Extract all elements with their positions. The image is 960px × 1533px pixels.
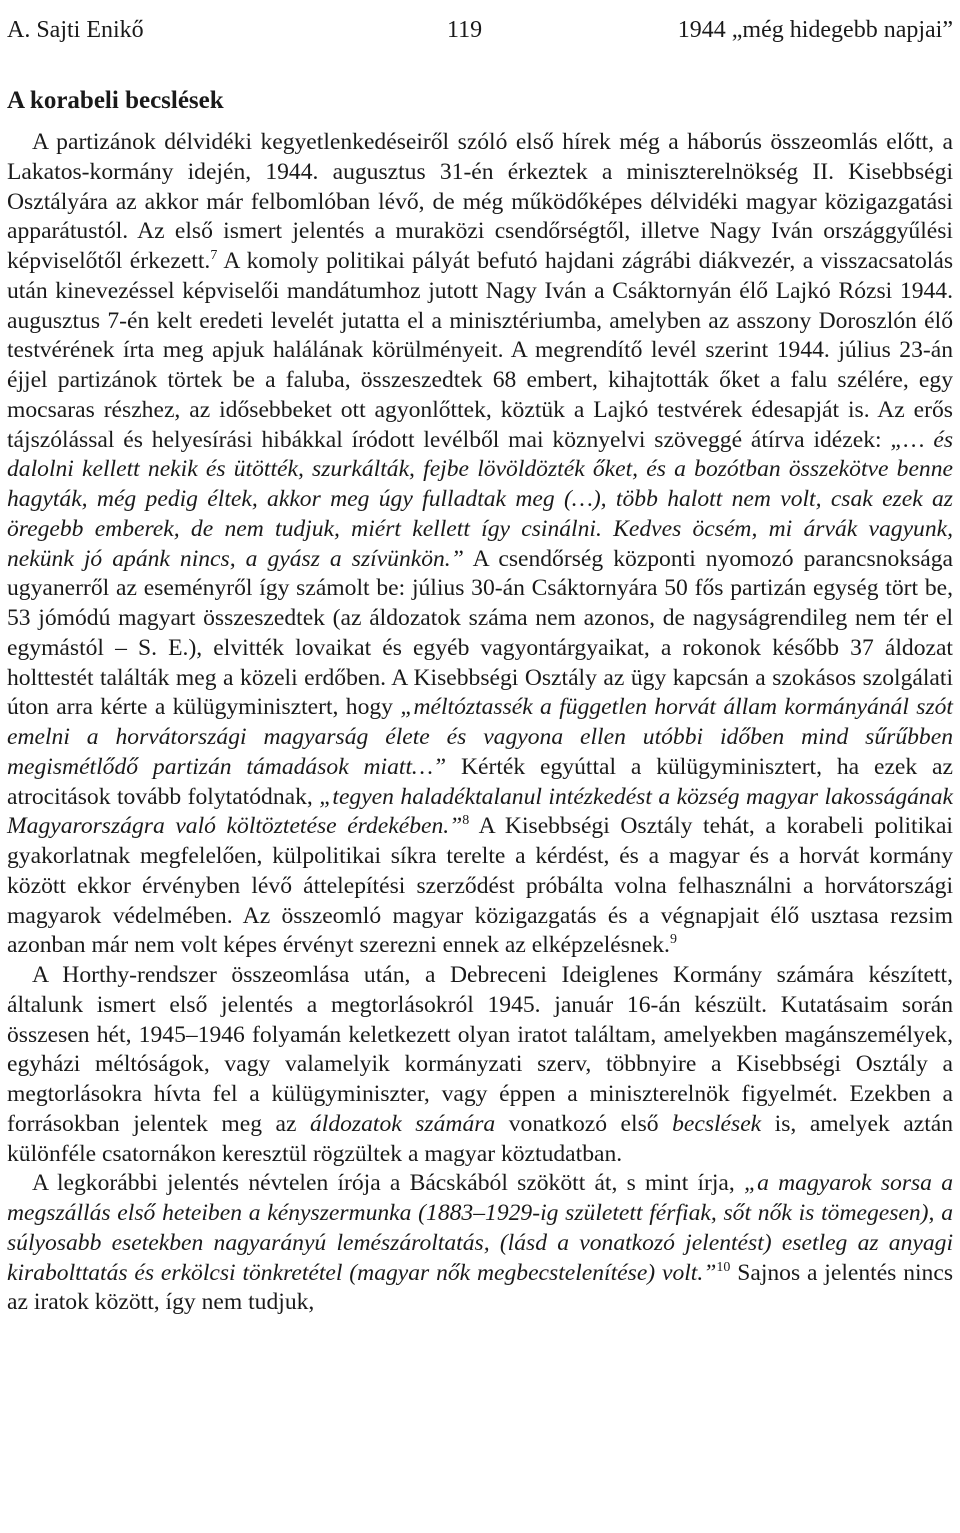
paragraph (7, 128, 953, 961)
body-text (7, 128, 953, 1318)
text-run: A Kisebbségi Osztály tehát, a korabeli politikai gyakorlatnak megfelelően, külpolitikai síkra terelte a kérdést, és a magyar és a horvát kormány között ekkor érvényben lévő áttelepítési szerződést próbálta volna felhasználni a horvátországi magyarok védelmében. Az összeomló magyar közigazgatás és a végnapjait élő usztasa rezsim azonban már nem volt képes érvényt szerezni ennek az elképzelésnek. (7, 813, 953, 959)
italic-quote: „tegyen haladéktalanul intézkedést a község magyar lakosságának Magyarországra való költöztetése érdekében.” (7, 783, 953, 840)
italic-quote: becslések (672, 1110, 762, 1137)
section-title: A korabeli becslések (7, 87, 224, 114)
italic-quote: „… és dalolni kellett nekik és ütötték, szurkálták, fejbe lövöldözték őket, és a bozótban összekötve benne hagyták, még pedig éltek, akkor meg úgy fulladtak meg (…), több halott nem volt, csak ezek az öregebb emberek, de nem tudjuk, miért kellett így csinálni. Kedves öcsém, mi árvák vagyunk, nekünk jó apánk nincs, a gyász a szívünkön.” (7, 426, 953, 572)
footnote-marker: 7 (210, 248, 218, 263)
text-run: A komoly politikai pályát befutó hajdani zágrábi diákvezér, a visszacsatolás után kinevezéssel képviselői mandátumhoz jutott Nagy Iván a Csáktornyán élő Lajkó Rózsi 1944. augusztus 7-én kelt eredeti levelét jutatta el a minisztériumba, amelyben az asszony Doroszlón élő testvérének írta meg apjuk halálának körülményeit. A megrendítő levél szerint 1944. július 23-án éjjel partizánok törtek be a faluba, összeszedtek 68 embert, kihajtották őket a falu szélére, egy mocsaras részhez, az idősebbeket ott agyonlőttek, köztük a Lajkó testvérek édesapját is. Az erős tájszólással és helyesírási hibákkal íródott levélből mai köznyelvi szöveggé átírva idézek: (7, 248, 953, 453)
header-running-title: 1944 „még hidegebb napjai” (677, 17, 953, 43)
footnote-marker: 10 (716, 1259, 731, 1275)
text-run: is, amelyek aztán különféle csatornákon keresztül rögzültek a magyar köztudatban. (7, 1110, 954, 1167)
text-run: vonatkozó első (495, 1110, 673, 1137)
text-run: A legkorábbi jelentés névtelen írója a Bácskából szökött át, s mint írja, (32, 1170, 745, 1197)
text-run: A partizánok délvidéki kegyetlenkedéseiről szóló első hírek még a háborús összeomlás előtt, a Lakatos-kormány idején, 1944. augusztus 31-én érkeztek a miniszterelnökség II. Kisebbségi Osztályára az akkor már felbomlóban lévő, de még működőképes délvidéki magyar közigazgatási apparátustól. Az első ismert jelentés a muraközi csendőrségtől, illetve Nagy Iván országgyűlési képviselőtől érkezett. (7, 129, 953, 274)
text-run: A Horthy-rendszer összeomlása után, a Debreceni Ideiglenes Kormány számára készített, általunk ismert első jelentés a megtorlásokról 1945. január 16-án készült. Kutatásaim során összesen hét, 1945–1946 folyamán keletkezett olyan iratot találtam, amelyekben magánszemélyek, egyházi méltóságok, vagy valamelyik kormányzati szerv, többnyire a Kisebbségi Osztály a megtorlásokra hívta fel a külügyminiszter, vagy éppen a miniszterelnök figyelmét. Ezekben a forrásokban jelentek meg az (7, 962, 953, 1137)
text-run: Kérték egyúttal a külügyminisztert, ha ezek az atrocitások tovább folytatódnak, (7, 753, 953, 810)
footnote-marker: 9 (669, 932, 677, 948)
paragraph (7, 1169, 953, 1318)
page (7, 0, 953, 1318)
italic-quote: „méltóztassék a független horvát állam kormányánál szót emelni a horvátországi magyarság élete és vagyona ellen utóbbi időben mind sűrűbben megismétlődő partizán támadások miatt…” (7, 694, 953, 780)
text-run: A csendőrség központi nyomozó parancsnoksága ugyanerről az eseményről így számolt be: július 30-án Csáktornyára 50 fős partizán egység tört be, 53 jómódú magyart összeszedtek (az áldozatok száma nem azonos, de nagyságrendileg nem tér el egymástól – S. E.), elvitték lovaikat és egyéb vagyontárgyaikat, a rokonok később 37 áldozat holttestét találták meg a közeli erdőben. A Kisebbségi Osztály az ügy kapcsán a szokásos szolgálati úton arra kérte a külügyminisztert, hogy (7, 545, 953, 721)
italic-quote: „a magyarok sorsa a megszállás első heteiben a kényszermunka (1883–1929-ig született férfiak, sőt nők is tömegesen), a súlyosabb esetekben nagyarányú lemészároltatás, (lásd a vonatkozó jelentést) esetleg az anyagi kirabolttatás és erkölcsi tönkretétel (magyar nők megbecstelenítése) volt.” (7, 1170, 953, 1286)
paragraph (7, 961, 953, 1169)
text-run: Sajnos a jelentés nincs az iratok között, így nem tudjuk, (7, 1259, 953, 1316)
footnote-marker: 8 (462, 813, 470, 829)
italic-quote: áldozatok számára (309, 1110, 496, 1137)
header-author: A. Sajti Enikő (7, 17, 144, 43)
header-page-number: 119 (447, 17, 483, 43)
running-header (7, 0, 953, 60)
